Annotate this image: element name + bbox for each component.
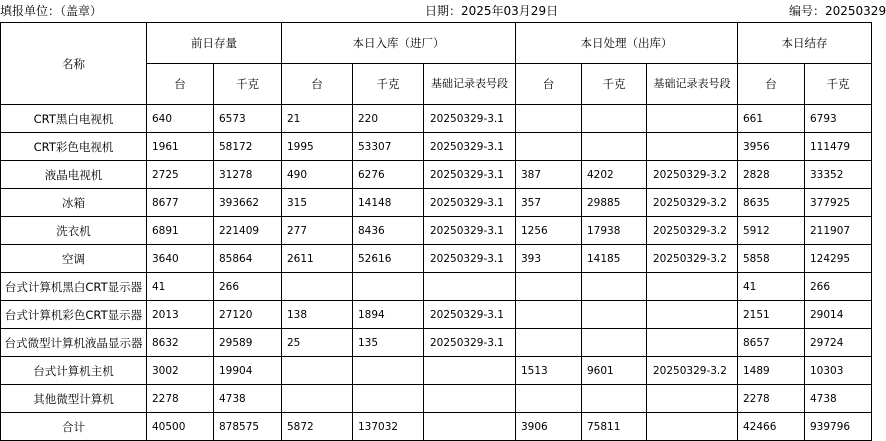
in-count-cell — [282, 385, 353, 413]
in-record-range-cell: 20250329-3.1 — [424, 105, 516, 133]
out-kg-cell — [582, 385, 647, 413]
out-count-cell — [516, 273, 582, 301]
prev-count-cell: 41 — [147, 273, 214, 301]
prev-kg-cell: 878575 — [214, 413, 282, 441]
out-record-range-cell — [647, 301, 738, 329]
col-header-inbound: 本日入库（进厂） — [282, 23, 516, 64]
report-number: 编号：20250329 — [789, 4, 886, 18]
in-count-cell: 315 — [282, 189, 353, 217]
out-count-cell: 1256 — [516, 217, 582, 245]
subheader-in-count: 台 — [282, 64, 353, 105]
prev-kg-cell: 266 — [214, 273, 282, 301]
prev-kg-cell: 27120 — [214, 301, 282, 329]
prev-count-cell: 3640 — [147, 245, 214, 273]
out-record-range-cell — [647, 329, 738, 357]
report-date: 日期：2025年03月29日 — [425, 4, 559, 18]
subheader-prev-kg: 千克 — [214, 64, 282, 105]
close-kg-cell: 377925 — [805, 189, 872, 217]
in-kg-cell — [353, 357, 424, 385]
total-row — [1, 413, 872, 441]
out-count-cell: 357 — [516, 189, 582, 217]
table-row — [1, 385, 872, 413]
prev-kg-cell: 19904 — [214, 357, 282, 385]
col-header-prev-stock: 前日存量 — [147, 23, 282, 64]
in-count-cell — [282, 357, 353, 385]
in-count-cell: 277 — [282, 217, 353, 245]
close-count-cell: 2828 — [738, 161, 805, 189]
in-record-range-cell: 20250329-3.1 — [424, 189, 516, 217]
in-record-range-cell — [424, 357, 516, 385]
in-count-cell: 25 — [282, 329, 353, 357]
subheader-out-record-range: 基础记录表号段 — [647, 64, 738, 105]
out-kg-cell: 17938 — [582, 217, 647, 245]
in-record-range-cell: 20250329-3.1 — [424, 245, 516, 273]
out-kg-cell — [582, 133, 647, 161]
out-record-range-cell: 20250329-3.2 — [647, 357, 738, 385]
close-count-cell: 2151 — [738, 301, 805, 329]
out-record-range-cell — [647, 385, 738, 413]
close-count-cell: 42466 — [738, 413, 805, 441]
table-row — [1, 161, 872, 189]
table-row — [1, 133, 872, 161]
prev-count-cell: 2278 — [147, 385, 214, 413]
close-count-cell: 41 — [738, 273, 805, 301]
out-count-cell — [516, 385, 582, 413]
prev-kg-cell: 393662 — [214, 189, 282, 217]
subheader-close-count: 台 — [738, 64, 805, 105]
in-count-cell: 5872 — [282, 413, 353, 441]
close-kg-cell: 124295 — [805, 245, 872, 273]
close-count-cell: 5912 — [738, 217, 805, 245]
out-kg-cell: 29885 — [582, 189, 647, 217]
item-name-cell: 液晶电视机 — [1, 161, 147, 189]
close-kg-cell: 10303 — [805, 357, 872, 385]
out-record-range-cell: 20250329-3.2 — [647, 189, 738, 217]
close-kg-cell: 939796 — [805, 413, 872, 441]
out-kg-cell: 75811 — [582, 413, 647, 441]
item-name-cell: 冰箱 — [1, 189, 147, 217]
subheader-in-kg: 千克 — [353, 64, 424, 105]
in-count-cell: 1995 — [282, 133, 353, 161]
out-record-range-cell: 20250329-3.2 — [647, 217, 738, 245]
out-record-range-cell — [647, 133, 738, 161]
table-row — [1, 105, 872, 133]
out-kg-cell — [582, 105, 647, 133]
col-header-closing: 本日结存 — [738, 23, 872, 64]
close-kg-cell: 266 — [805, 273, 872, 301]
prev-kg-cell: 4738 — [214, 385, 282, 413]
out-count-cell — [516, 301, 582, 329]
close-kg-cell: 4738 — [805, 385, 872, 413]
in-kg-cell: 6276 — [353, 161, 424, 189]
out-count-cell: 393 — [516, 245, 582, 273]
subheader-out-kg: 千克 — [582, 64, 647, 105]
table-row — [1, 273, 872, 301]
in-record-range-cell: 20250329-3.1 — [424, 161, 516, 189]
prev-count-cell: 2725 — [147, 161, 214, 189]
reporting-unit-label: 填报单位：（盖章） — [0, 4, 103, 18]
out-count-cell: 387 — [516, 161, 582, 189]
in-count-cell: 2611 — [282, 245, 353, 273]
subheader-in-record-range: 基础记录表号段 — [424, 64, 516, 105]
subheader-close-kg: 千克 — [805, 64, 872, 105]
prev-count-cell: 8632 — [147, 329, 214, 357]
in-kg-cell — [353, 273, 424, 301]
out-record-range-cell — [647, 105, 738, 133]
in-record-range-cell — [424, 413, 516, 441]
in-count-cell — [282, 273, 353, 301]
table-row — [1, 245, 872, 273]
in-kg-cell: 52616 — [353, 245, 424, 273]
item-name-cell: 洗衣机 — [1, 217, 147, 245]
item-name-cell: 台式计算机主机 — [1, 357, 147, 385]
in-record-range-cell: 20250329-3.1 — [424, 301, 516, 329]
prev-kg-cell: 6573 — [214, 105, 282, 133]
close-count-cell: 8635 — [738, 189, 805, 217]
prev-kg-cell: 29589 — [214, 329, 282, 357]
inventory-table — [0, 22, 872, 441]
prev-count-cell: 6891 — [147, 217, 214, 245]
out-kg-cell — [582, 301, 647, 329]
out-count-cell — [516, 329, 582, 357]
table-row — [1, 301, 872, 329]
in-count-cell: 490 — [282, 161, 353, 189]
in-count-cell: 138 — [282, 301, 353, 329]
table-row — [1, 357, 872, 385]
in-record-range-cell — [424, 385, 516, 413]
item-name-cell: CRT黑白电视机 — [1, 105, 147, 133]
close-kg-cell: 111479 — [805, 133, 872, 161]
prev-kg-cell: 31278 — [214, 161, 282, 189]
out-count-cell: 1513 — [516, 357, 582, 385]
table-row — [1, 329, 872, 357]
out-kg-cell — [582, 273, 647, 301]
prev-count-cell: 8677 — [147, 189, 214, 217]
prev-count-cell: 40500 — [147, 413, 214, 441]
item-name-cell: 合计 — [1, 413, 147, 441]
col-header-processed: 本日处理（出库） — [516, 23, 738, 64]
prev-count-cell: 640 — [147, 105, 214, 133]
in-kg-cell: 1894 — [353, 301, 424, 329]
close-count-cell: 3956 — [738, 133, 805, 161]
item-name-cell: 其他微型计算机 — [1, 385, 147, 413]
in-kg-cell: 8436 — [353, 217, 424, 245]
prev-kg-cell: 221409 — [214, 217, 282, 245]
table-row — [1, 217, 872, 245]
close-kg-cell: 29014 — [805, 301, 872, 329]
out-kg-cell: 14185 — [582, 245, 647, 273]
close-kg-cell: 29724 — [805, 329, 872, 357]
item-name-cell: 台式微型计算机液晶显示器 — [1, 329, 147, 357]
in-record-range-cell — [424, 273, 516, 301]
in-record-range-cell: 20250329-3.1 — [424, 217, 516, 245]
close-count-cell: 1489 — [738, 357, 805, 385]
out-kg-cell — [582, 329, 647, 357]
close-count-cell: 5858 — [738, 245, 805, 273]
in-record-range-cell: 20250329-3.1 — [424, 133, 516, 161]
in-count-cell: 21 — [282, 105, 353, 133]
out-kg-cell: 9601 — [582, 357, 647, 385]
close-count-cell: 8657 — [738, 329, 805, 357]
out-kg-cell: 4202 — [582, 161, 647, 189]
out-count-cell: 3906 — [516, 413, 582, 441]
close-kg-cell: 33352 — [805, 161, 872, 189]
prev-count-cell: 3002 — [147, 357, 214, 385]
out-record-range-cell — [647, 273, 738, 301]
in-kg-cell: 137032 — [353, 413, 424, 441]
close-kg-cell: 211907 — [805, 217, 872, 245]
in-kg-cell: 53307 — [353, 133, 424, 161]
col-header-name: 名称 — [1, 23, 147, 105]
prev-kg-cell: 58172 — [214, 133, 282, 161]
in-kg-cell: 220 — [353, 105, 424, 133]
out-record-range-cell: 20250329-3.2 — [647, 245, 738, 273]
subheader-out-count: 台 — [516, 64, 582, 105]
out-record-range-cell — [647, 413, 738, 441]
prev-count-cell: 2013 — [147, 301, 214, 329]
item-name-cell: 空调 — [1, 245, 147, 273]
out-count-cell — [516, 133, 582, 161]
item-name-cell: CRT彩色电视机 — [1, 133, 147, 161]
close-count-cell: 661 — [738, 105, 805, 133]
out-count-cell — [516, 105, 582, 133]
close-kg-cell: 6793 — [805, 105, 872, 133]
close-count-cell: 2278 — [738, 385, 805, 413]
item-name-cell: 台式计算机彩色CRT显示器 — [1, 301, 147, 329]
subheader-prev-count: 台 — [147, 64, 214, 105]
in-kg-cell: 14148 — [353, 189, 424, 217]
in-kg-cell — [353, 385, 424, 413]
in-record-range-cell: 20250329-3.1 — [424, 329, 516, 357]
table-row — [1, 189, 872, 217]
prev-kg-cell: 85864 — [214, 245, 282, 273]
in-kg-cell: 135 — [353, 329, 424, 357]
prev-count-cell: 1961 — [147, 133, 214, 161]
item-name-cell: 台式计算机黑白CRT显示器 — [1, 273, 147, 301]
out-record-range-cell: 20250329-3.2 — [647, 161, 738, 189]
